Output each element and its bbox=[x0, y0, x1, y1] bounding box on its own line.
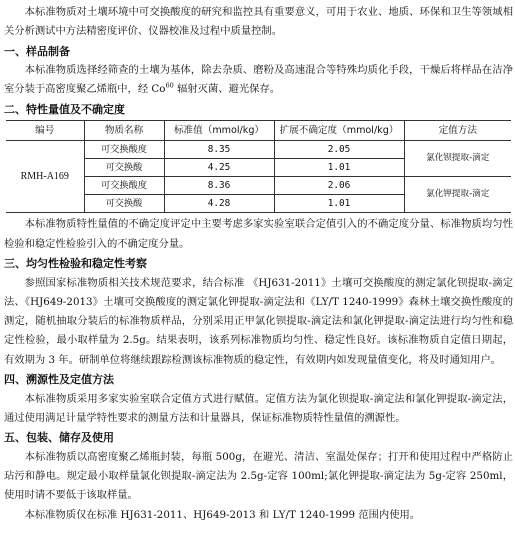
cell-method: 氯化钡提取-滴定 bbox=[404, 141, 511, 177]
table-header-row bbox=[6, 121, 511, 141]
section-5-body: 本标准物质以高密度聚乙烯瓶封装，每瓶 500g，在避光、清洁、室温处保存；打开和使用过程中严格防止玷污和静电。规定最小取样量氯化钡提取-滴定法为 2.5g-定容 100ml;氯化钾提取-滴定法为 5g-定容 250ml，使用时请不要低于该取样量。 bbox=[4, 450, 513, 502]
header-value: 标准值（mmol/kg） bbox=[164, 121, 274, 141]
section-4-body: 本标准物质采用多家实验室联合定值方式进行赋值。定值方法为氯化钡提取-滴定法和氯化钾提取-滴定法，通过使用满足计量学特性要求的测量方法和计量器具，保证标准物质特性量值的溯源性。 bbox=[4, 392, 513, 424]
isotope-superscript: 60 bbox=[165, 82, 174, 91]
section-1-text-a: 本标准物质选择经筛查的土壤为基体，除去杂质、磨粉及高速混合等特殊均质化手段，干燥后将样品在洁净室分装于高密度聚乙烯瓶中，经 Co bbox=[4, 64, 513, 96]
certified-values-table bbox=[6, 120, 511, 213]
section-3-heading: 三、均匀性检验和稳定性考察 bbox=[4, 256, 147, 270]
cell-uncertainty: 1.01 bbox=[274, 159, 404, 177]
section-2-heading: 二、特性量值及不确定度 bbox=[4, 102, 125, 116]
cell-method: 氯化钾提取-滴定 bbox=[404, 177, 511, 213]
section-3-body: 参照国家标准物质相关技术规范要求，结合标准 《HJ631-2011》土壤可交换酸度的测定氯化钡提取-滴定法、《HJ649-2013》土壤可交换酸度的测定氯化钾提取-滴定法和《LY/T 1240-1999》森林土壤交换性酸度的测定，随机抽取分装后的标准物质样品，分别采用正甲氯化钡提取-滴定法和氯化钾提取-滴定法进行均匀性和稳定性检验，最小取样量为 2.5g。结果表明，该系列标准物质均匀性、稳定性良好。该标准物质自定值日期起，有效期为 3 年。研制单位将继续跟踪检测该标准物质的稳定性，有效期内如发现量值变化，将及时通知用户。 bbox=[4, 276, 513, 366]
section-1-heading: 一、样品制备 bbox=[4, 44, 70, 58]
cell-value: 8.36 bbox=[164, 177, 274, 195]
header-code: 编号 bbox=[6, 121, 84, 141]
cell-value: 4.28 bbox=[164, 195, 274, 213]
header-method: 定值方法 bbox=[404, 121, 511, 141]
section-1-text-b: 辐射灭菌、避光保存。 bbox=[173, 83, 281, 96]
cell-uncertainty: 2.06 bbox=[274, 177, 404, 195]
section-5-scope: 本标准物质仅在标准 HJ631-2011、HJ649-2013 和 LY/T 1240-1999 范围内使用。 bbox=[24, 508, 421, 521]
cell-value: 4.25 bbox=[164, 159, 274, 177]
table-row bbox=[6, 141, 511, 159]
header-uncertainty: 扩展不确定度（mmol/kg） bbox=[274, 121, 404, 141]
section-4-heading: 四、溯源性及定值方法 bbox=[4, 373, 114, 387]
cell-name: 可交换酸 bbox=[84, 195, 164, 213]
intro-paragraph: 本标准物质对土壤环境中可交换酸度的研究和监控具有重要意义，可用于农业、地质、环保和卫生等领域相关分析测试中方法精密度评价、仪器校准及过程中质量控制。 bbox=[4, 6, 513, 38]
uncertainty-note: 本标准物质特性量值的不确定度评定中主要考虑多家实验室联合定值引入的不确定度分量、标准物质均匀性检验和稳定性检验引入的不确定度分量。 bbox=[4, 218, 513, 250]
cell-name: 可交换酸 bbox=[84, 159, 164, 177]
cell-code: RMH-A169 bbox=[6, 141, 84, 213]
cell-uncertainty: 2.05 bbox=[274, 141, 404, 159]
cell-uncertainty: 1.01 bbox=[274, 195, 404, 213]
cell-name: 可交换酸度 bbox=[84, 177, 164, 195]
section-1-body bbox=[4, 61, 513, 100]
header-name: 物质名称 bbox=[84, 121, 164, 141]
cell-value: 8.35 bbox=[164, 141, 274, 159]
section-5-heading: 五、包装、储存及使用 bbox=[4, 431, 114, 445]
cell-name: 可交换酸度 bbox=[84, 141, 164, 159]
values-table-wrap bbox=[4, 120, 513, 213]
